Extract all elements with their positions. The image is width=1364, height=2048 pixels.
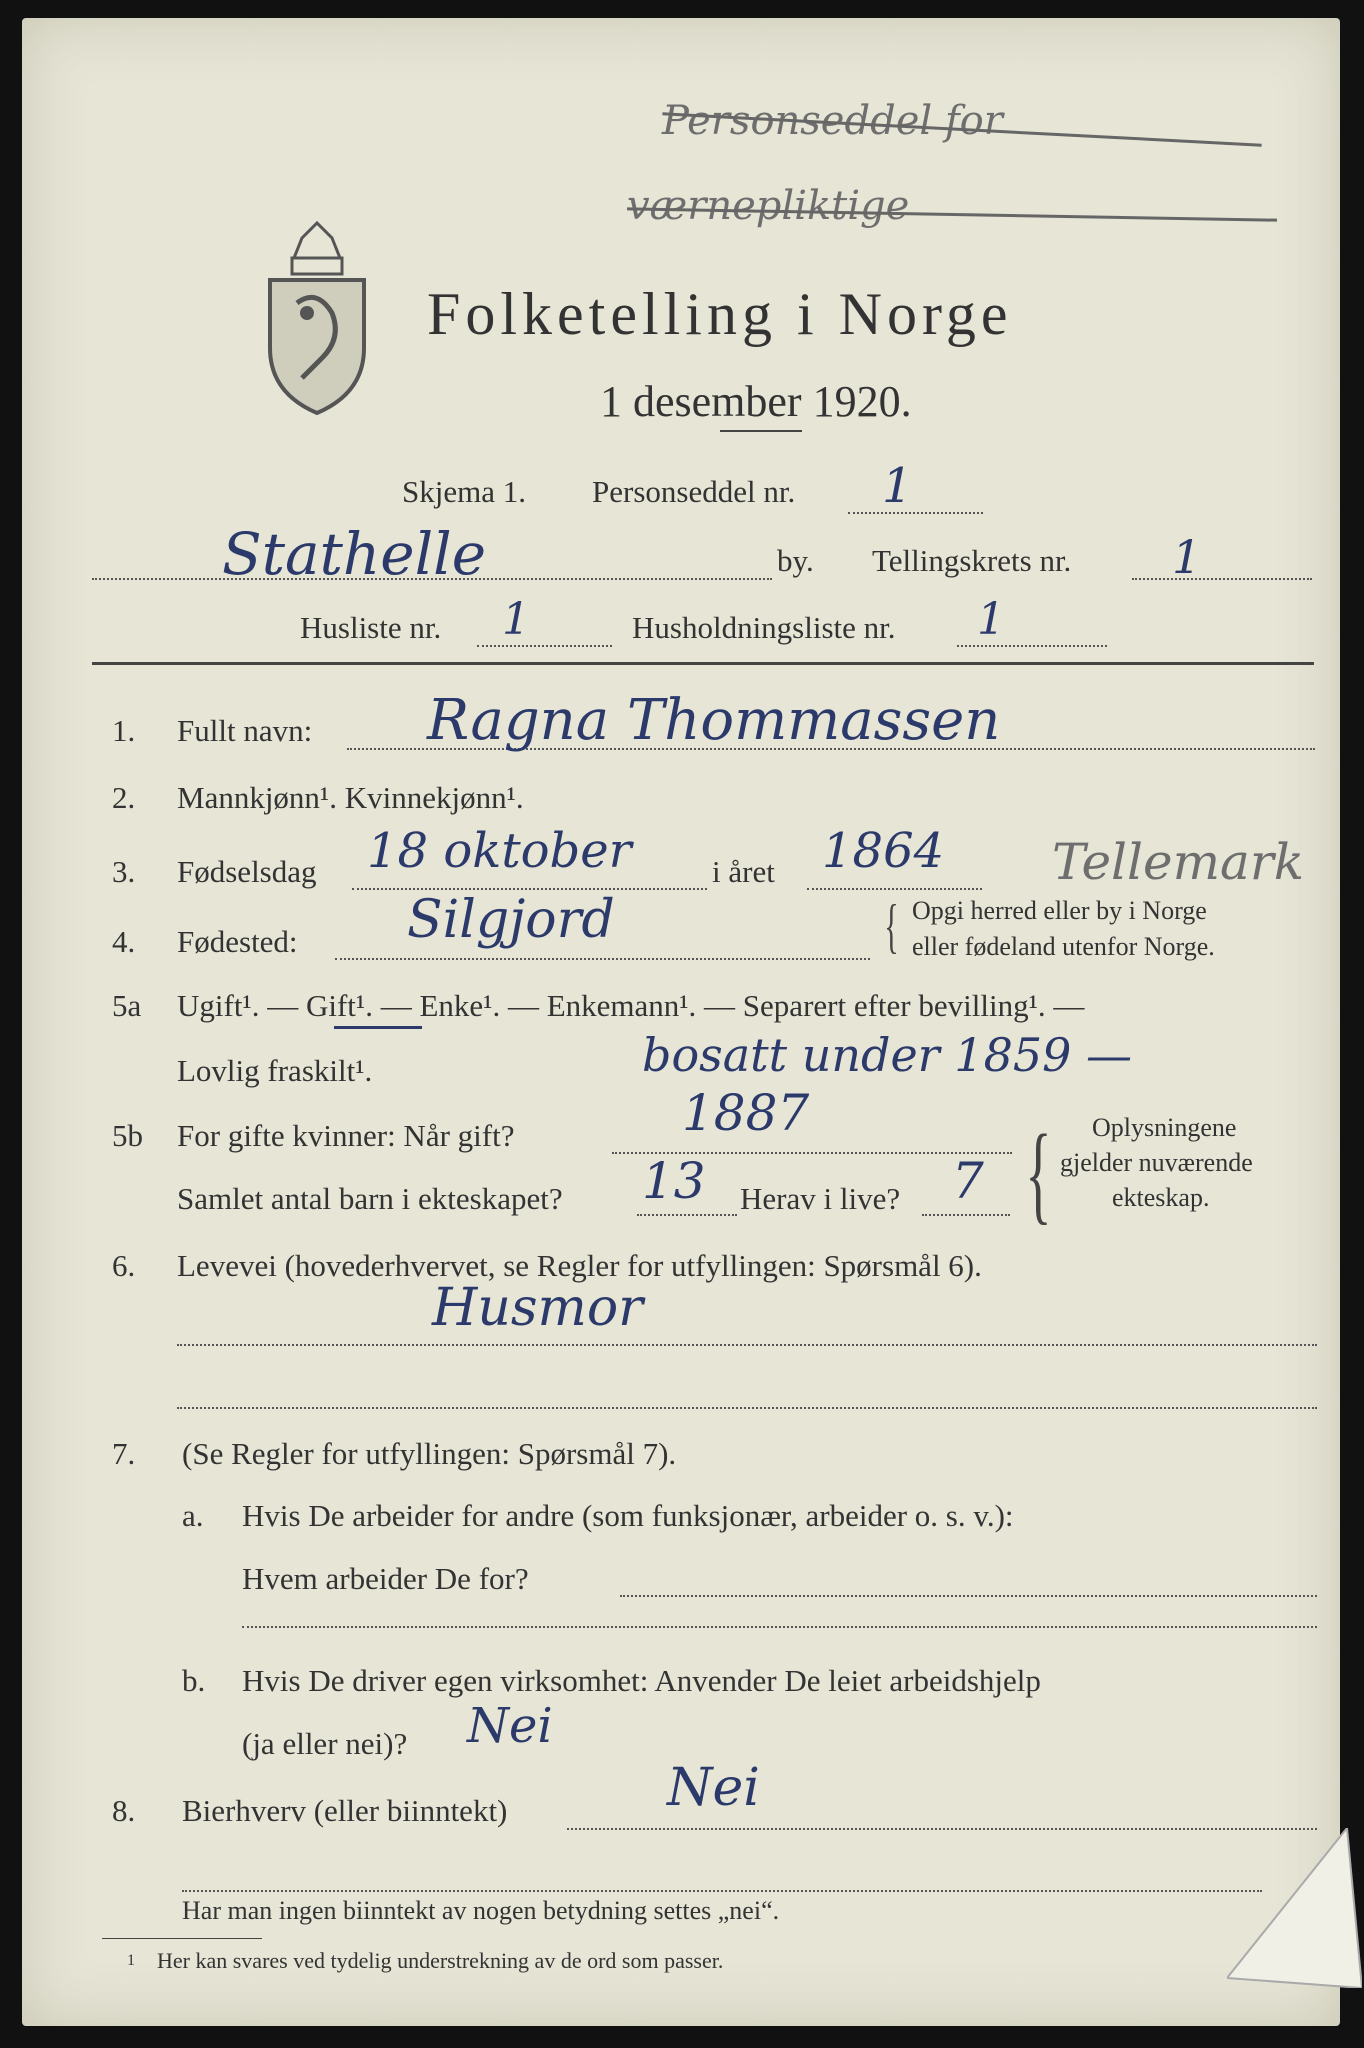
q5a-label: Ugift¹. — Gift¹. — Enke¹. — Enkemann¹. — Separert efter bevilling¹. — (177, 988, 1085, 1023)
q8-number: 8. (112, 1793, 136, 1828)
q5b-note-line1: Oplysningene (1092, 1113, 1237, 1142)
census-form-sheet (22, 18, 1340, 2026)
q5b-label: For gifte kvinner: Når gift? (177, 1118, 515, 1153)
q7b-value: Nei (467, 1698, 553, 1754)
q5a-number: 5a (112, 988, 142, 1023)
q7a-label2: Hvem arbeider De for? (242, 1561, 529, 1596)
q3-year-label: i året (712, 854, 775, 889)
q7-label: (Se Regler for utfyllingen: Spørsmål 7). (182, 1436, 677, 1471)
q5a-value: bosatt under 1859 — (642, 1028, 1132, 1082)
q7a-letter: a. (182, 1498, 204, 1533)
q5b-note-line2: gjelder nuværende (1060, 1148, 1253, 1177)
husliste-label: Husliste nr. (300, 610, 442, 645)
q5b-value: 1887 (682, 1084, 810, 1142)
personseddel-line (848, 512, 983, 514)
q3-label: Fødselsdag (177, 854, 317, 889)
q7b-label: Hvis De driver egen virksomhet: Anvender De leiet arbeidshjelp (242, 1663, 1041, 1698)
crossed-note-line2: værnepliktige (627, 183, 910, 229)
q5b-alive-value: 7 (952, 1152, 984, 1210)
q8-value: Nei (667, 1758, 760, 1818)
census-date: 1 desember 1920. (600, 377, 912, 426)
q5b-number: 5b (112, 1118, 143, 1153)
q2-number: 2. (112, 780, 136, 815)
q7a-label: Hvis De arbeider for andre (som funksjonær, arbeider o. s. v.): (242, 1498, 1014, 1533)
q7-number: 7. (112, 1436, 136, 1471)
q3-number: 3. (112, 854, 136, 889)
q6-number: 6. (112, 1248, 136, 1283)
q3-year-line (807, 888, 982, 890)
q4-note-brace: { (884, 893, 899, 959)
q8-line1 (567, 1828, 1317, 1830)
town-line (92, 578, 772, 580)
footer-note: Har man ingen biinntekt av nogen betydning settes „nei“. (182, 1896, 780, 1925)
header-rule (92, 662, 1314, 665)
husliste-value: 1 (502, 594, 530, 645)
form-title: Folketelling i Norge (427, 281, 1013, 347)
q4-number: 4. (112, 924, 136, 959)
tellingskrets-line (1132, 578, 1312, 580)
crossed-note-line1: Personseddel for (662, 98, 1003, 144)
tellingskrets-value: 1 (1172, 530, 1202, 584)
q7a-line2 (242, 1626, 1317, 1628)
q5b-children-line (637, 1214, 737, 1216)
q5b-children-label: Samlet antal barn i ekteskapet? (177, 1181, 563, 1216)
q6-line2 (177, 1407, 1317, 1409)
q4-line (335, 958, 870, 960)
q5a-label2: Lovlig fraskilt¹. (177, 1053, 373, 1088)
q5b-alive-line (922, 1214, 1010, 1216)
q7b-letter: b. (182, 1663, 206, 1698)
q1-number: 1. (112, 713, 136, 748)
title-divider (720, 430, 802, 432)
q4-value: Silgjord (407, 890, 615, 950)
q4-note-line2: eller fødeland utenfor Norge. (912, 932, 1215, 961)
q1-label: Fullt navn: (177, 713, 313, 748)
q5b-note-line3: ekteskap. (1112, 1183, 1210, 1212)
q7b-label2: (ja eller nei)? (242, 1726, 408, 1761)
q6-value: Husmor (432, 1278, 643, 1338)
footnote-rule (102, 1938, 262, 1939)
q8-label: Bierhverv (eller biinntekt) (182, 1793, 508, 1828)
norwegian-coat-of-arms-icon (262, 218, 372, 418)
tellingskrets-label: Tellingskrets nr. (872, 543, 1072, 578)
footnote-text: Her kan svares ved tydelig understrekning av de ord som passer. (157, 1948, 724, 1973)
q5b-children-value: 13 (642, 1152, 706, 1210)
by-label: by. (777, 543, 814, 578)
footnote-mark: 1 (127, 1952, 135, 1969)
skjema-label: Skjema 1. (402, 474, 526, 509)
q4-label: Fødested: (177, 924, 298, 959)
husliste-line (477, 645, 612, 647)
q7a-line1 (620, 1595, 1317, 1597)
q3-pencil-note: Tellemark (1052, 833, 1305, 891)
husholdning-value: 1 (977, 594, 1005, 645)
q8-line2 (182, 1890, 1262, 1892)
q5b-alive-label: Herav i live? (740, 1181, 901, 1216)
folded-corner (1227, 1828, 1362, 1988)
q1-value: Ragna Thommassen (427, 688, 1001, 753)
gift-underline (334, 1026, 422, 1029)
q6-line1 (177, 1344, 1317, 1346)
town-value: Stathelle (222, 520, 487, 588)
personseddel-label: Personseddel nr. (592, 474, 796, 509)
q3-day-value: 18 oktober (367, 823, 632, 879)
q4-note-line1: Opgi herred eller by i Norge (912, 896, 1207, 925)
q5b-note-brace: { (1025, 1112, 1052, 1234)
husholdning-line (957, 645, 1107, 647)
husholdning-label: Husholdningsliste nr. (632, 610, 896, 645)
personseddel-value: 1 (882, 458, 913, 514)
q3-year-value: 1864 (822, 823, 945, 879)
q2-label: Mannkjønn¹. Kvinnekjønn¹. (177, 780, 524, 815)
q6-label: Levevei (hovederhvervet, se Regler for utfyllingen: Spørsmål 6). (177, 1248, 982, 1283)
